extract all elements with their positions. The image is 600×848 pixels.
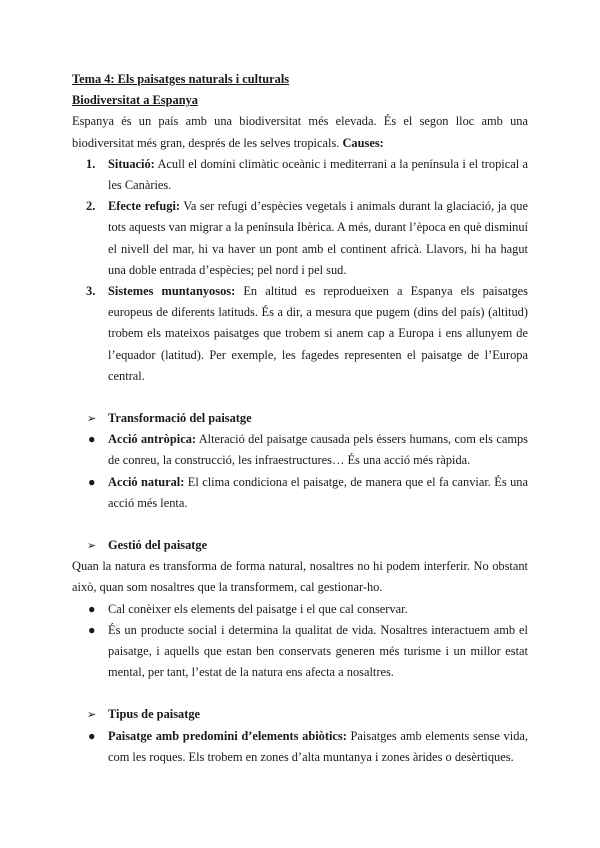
list-item — [72, 196, 528, 281]
list-item — [72, 472, 528, 514]
item-term: Paisatge amb predomini d’elements abiòtics: — [108, 728, 347, 743]
section-heading — [72, 704, 528, 725]
item-term: Sistemes muntanyosos: — [108, 284, 236, 299]
section-transformacio — [72, 408, 528, 514]
list-item — [72, 429, 528, 471]
item-text: Cal conèixer els elements del paisatge i el que cal conservar. — [108, 601, 408, 616]
bullet-icon: ● — [88, 432, 96, 447]
list-number: 3. — [86, 284, 96, 299]
list-number: 1. — [86, 156, 96, 171]
arrow-bullet-icon: ➢ — [87, 708, 97, 722]
item-text: Acull el domini climàtic oceànic i mediterrani a la península i el tropical a les Canàries. — [108, 156, 528, 193]
item-term: Efecte refugi: — [108, 199, 181, 214]
causes-list — [72, 154, 528, 387]
bullet-icon: ● — [88, 728, 96, 743]
section-heading — [72, 408, 528, 429]
bullet-list — [72, 726, 528, 768]
item-term: Acció antròpica: — [108, 432, 197, 447]
heading-text: Transformació del paisatge — [108, 411, 252, 426]
bullet-list — [72, 599, 528, 684]
arrow-bullet-icon: ➢ — [87, 539, 97, 553]
heading-text: Gestió del paisatge — [108, 538, 208, 553]
gestio-intro: Quan la natura es transforma de forma natural, nosaltres no hi podem interferir. No obstant això, quan som nosaltres que la transformem, cal gestionar-ho. — [72, 559, 528, 595]
item-text: Alteració del paisatge causada pels éssers humans, com els camps de conreu, la construcció, les infraestructures… És una acció més ràpida. — [108, 432, 528, 468]
bullet-icon: ● — [88, 622, 96, 637]
bullet-icon: ● — [88, 474, 96, 489]
section-subtitle: Biodiversitat a Espanya — [72, 93, 198, 108]
list-item — [72, 281, 528, 387]
list-item — [72, 726, 528, 768]
intro-text: Espanya és un país amb una biodiversitat més elevada. És el segon lloc amb una biodiversitat més gran, després de les selves tropicals. — [72, 114, 528, 150]
item-text: Va ser refugi d’espècies vegetals i animals durant la glaciació, ja que tots aquests van migrar a la península Ibèrica. A més, durant l’època en què disminuí el nivell del mar, hi va haver un pont amb el continent africà. Llavors, hi ha hagut una doble entrada d’espècies; pel nord i pel sud. — [108, 199, 528, 277]
document-title: Tema 4: Els paisatges naturals i culturals — [72, 72, 290, 86]
item-text: Paisatges amb elements sense vida, com les roques. Els trobem en zones d’alta muntanya i zones àrides o desèrtiques. — [108, 728, 528, 764]
item-text: És un producte social i determina la qualitat de vida. Nosaltres interactuem amb el paisatge, i aquells que estan ben conservats generen més turisme i un millor estat mental, per tant, l’estat de la natura ens afecta a nosaltres. — [108, 622, 528, 680]
bullet-list — [72, 429, 528, 514]
bullet-icon: ● — [88, 601, 96, 616]
item-term: Situació: — [108, 156, 155, 171]
causes-label: Causes: — [342, 135, 384, 150]
arrow-bullet-icon: ➢ — [87, 412, 97, 426]
list-number: 2. — [86, 199, 96, 214]
section-gestio — [72, 535, 528, 683]
item-term: Acció natural: — [108, 474, 185, 489]
section-tipus — [72, 704, 528, 768]
section-heading — [72, 535, 528, 556]
item-text: El clima condiciona el paisatge, de manera que el fa canviar. És una acció més lenta. — [108, 474, 528, 510]
list-item — [72, 620, 528, 684]
intro-paragraph — [72, 111, 528, 153]
item-text: En altitud es reprodueixen a Espanya els paisatges europeus de diferents latituds. És a dir, a mesura que pugem (dins del país) (altitud) trobem els mateixos paisatges que trobem si anem cap a Europa i ens allunyem de l’equador (latitud). Per exemple, les fagedes representen el paisatge de l’Europa central. — [108, 284, 528, 383]
list-item — [72, 154, 528, 196]
heading-text: Tipus de paisatge — [108, 707, 201, 722]
list-item — [72, 599, 528, 620]
